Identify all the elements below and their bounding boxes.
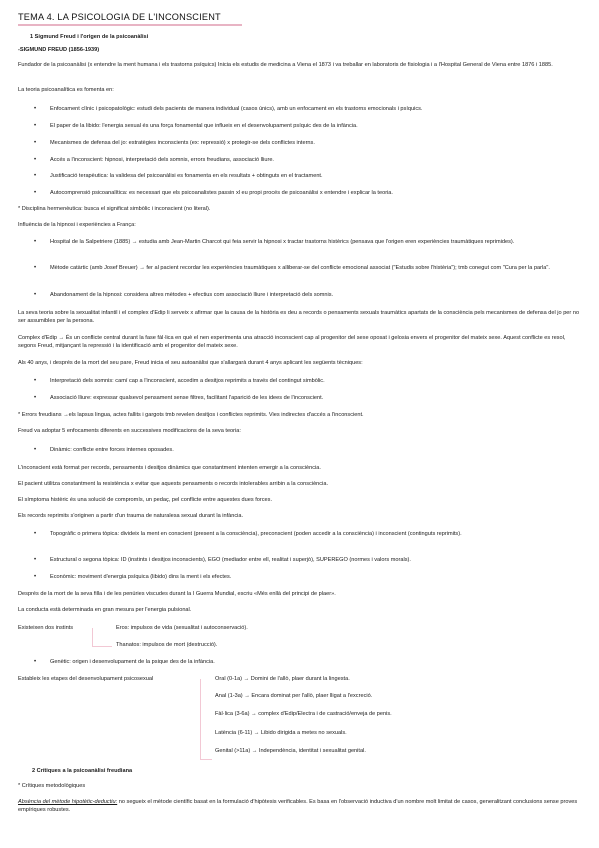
list-item: • Justificació terapèutica: la validesa del psicoanàlisi es fonamenta en els resultats + obtinguts en el tractament. bbox=[34, 173, 584, 181]
critique-text: no segueix el mètode científic basat en la formulació d'hipòtesis verificables. Es basa en l'observació inductiva d'un nombre molt limitat de casos, generalitzant conclusions sense proves empíriques robustes. bbox=[18, 799, 578, 813]
paragraph-resistance: El pacient utilitza constantment la resistència x evitar que aquests pensaments o records intolerables arribin a la consciència. bbox=[18, 481, 328, 487]
list-item-structural: • Estructural o segona tòpica: ID (instints i desitjos inconscients), EGO (mediador entre ell, realitat i superjò), SUPEREGO (normes i valors morals). bbox=[34, 557, 584, 565]
paragraph-oedipus: Complex d'Edip → És un conflicte central durant la fase fàl·lica en què el nen experimenta una atracció inconscient cap al progenitor del sexe oposat i gelosia envers el progenitor del mateix sexe. Aquest conflicte es resol, segons Freud, mitjançant la repressió i la identificació amb el progenitor del mateix sexe. bbox=[18, 335, 566, 349]
paragraph-intro: Fundador de la psicoanàlisi (x entendre la ment humana i els trastorns psíquics) Inicia els estudis de medicina a Viena el 1873 i va treballar en laboratoris de fisiologia i a l'Hospital General de Viena entre 1876 i 1885. bbox=[18, 62, 553, 68]
stage-anal: Anal (1-3a) → Encara dominat per l'allò, plaer lligat a l'excreció. bbox=[215, 693, 373, 699]
page-title: TEMA 4. LA PSICOLOGIA DE L'INCONSCIENT bbox=[18, 12, 221, 22]
list-item: • Mecanismes de defensa del jo: estratègies inconscients (ex: repressió) x protegir-se dels conflictes interns. bbox=[34, 140, 584, 148]
instinct-thanatos: Thanatos: impulsos de mort (destrucció). bbox=[116, 642, 218, 648]
stage-latency: Latència (6-11) → Libido dirigida a metes no sexuals. bbox=[215, 730, 347, 736]
subheading-freud: -SIGMUND FREUD (1856-1939) bbox=[18, 47, 100, 53]
stage-oral: Oral (0-1a) → Domini de l'allò, plaer durant la lingesta. bbox=[215, 676, 350, 682]
list-item-genetic: • Genètic: origen i desenvolupament de la psique des de la infància. bbox=[34, 659, 584, 667]
paragraph-unconscious: L'inconscient està format per records, pensaments i desitjos dinàmics que constantment intenten emergir a la consciència. bbox=[18, 465, 321, 471]
list-item: • Associació lliure: expressar qualsevol pensament sense filtres, facilitant l'aparició de les idees de l'inconscient. bbox=[34, 395, 584, 403]
list-item: • Accés a l'inconscient: hipnosi, interpretació dels somnis, errors freudians, associació lliure. bbox=[34, 157, 584, 165]
critique-term: Absència del mètode hipotètic-deductiu: bbox=[18, 799, 118, 805]
paragraph-symptom: El símptoma histèric és una solució de compromís, un pedaç, pel conflicte entre aquestes dues forces. bbox=[18, 497, 273, 503]
paragraph-trauma: Els records reprimits s'originen a partir d'un trauma de naturalesa sexual durant la infància. bbox=[18, 513, 244, 519]
list-item: • Enfocament clínic i psicopatològic: estudi dels pacients de manera individual (casos únics), amb un enfocament en els trastorns emocionals i psíquics. bbox=[34, 106, 584, 114]
paragraph-critiques: * Crítiques metodològiques bbox=[18, 783, 86, 789]
paragraph-pulsion: La conducta està determinada en gran mesura per l'energia pulsional. bbox=[18, 607, 192, 613]
list-item: • Abandonament de la hipnosi: considera altres mètodes + efectius com associació lliure i interpretació dels somnis. bbox=[34, 292, 584, 300]
stages-brace bbox=[200, 679, 201, 759]
title-underline bbox=[18, 12, 242, 26]
stages-label: Estableix les etapes del desenvolupament psicosexual bbox=[18, 676, 154, 682]
list-item: • Interpretació dels somnis: camí cap a l'inconscient, accedim a desitjos reprimits a través del contingut simbòlic. bbox=[34, 378, 584, 386]
instincts-brace bbox=[92, 628, 93, 646]
list-item: • Autocomprensió psicoanalítica: es necessari que els psicoanalistes passin xl eu propi procés de psicoanàlisi x entendre i explicar la teoria. bbox=[34, 190, 584, 198]
list-item-economic: • Econòmic: moviment d'energia psíquica (libido) dins la ment i els efectes. bbox=[34, 574, 584, 582]
list-item-topographic: • Topogràfic o primera tòpica: divideix la ment en conscient (present a la consciència), preconscient (poden accedir a la consciència) i inconscient (continguts reprimits). bbox=[34, 531, 584, 539]
paragraph-influence: Influència de la hipnosi i experiències a França: bbox=[18, 222, 136, 228]
list-item-dynamic: • Dinàmic: conflicte entre forces internes oposades. bbox=[34, 447, 584, 455]
stage-genital: Genital (>11a) → Independència, identitat i sexualitat genital. bbox=[215, 748, 366, 754]
section-heading-1: 1 Sigmund Freud i l'origen de la psicoanàlisi bbox=[30, 34, 149, 40]
stage-phallic: Fàl·lica (3-6a) → complex d'Edip/Electra i de castració/enveja de penis. bbox=[215, 711, 392, 717]
instincts-brace-foot bbox=[92, 646, 112, 647]
list-item: • El paper de la libido: l'energia sexual és una força fonamental que influeix en el desenvolupament psíquic des de la infància. bbox=[34, 123, 584, 131]
paragraph-models: Freud va adoptar 5 enfocaments diferents en successives modificacions de la seva teoria: bbox=[18, 428, 241, 434]
list-item: • Hospital de la Salpetriere (1885) → estudia amb Jean-Martin Charcot qui feia servir la hipnosi x tractar trastorns histèrics (pensava que l'origen eren experiències traumàtiques reprimides). bbox=[34, 239, 584, 247]
paragraph-methodology bbox=[18, 799, 584, 814]
section-heading-2: 2 Crítiques a la psicoanàlisi freudiana bbox=[32, 768, 133, 774]
paragraph-errors: * Errors freudians →els lapsus lingua, actes fallits i gargots tmb revelen desitjos i conflictes reprimits. Vies indirectes d'accés a l'inconscient. bbox=[18, 412, 364, 418]
instinct-eros: Eros: impulsos de vida (sexualitat i autoconservació). bbox=[116, 625, 248, 631]
paragraph-seduction: La seva teoria sobre la sexualitat infantil i el complex d'Edip li serveix x afirmar que la causa de la història es deu a records o pensaments sexuals traumàtics apartats de la consciència pels mecanismes de defensa del jo per no ser assumibles per la persona. bbox=[18, 310, 580, 324]
paragraph-hermeneutics: * Disciplina hermenèutica: busca el significat simbòlic i inconscient (no literal). bbox=[18, 206, 211, 212]
instincts-label: Existeixen dos instints bbox=[18, 625, 74, 631]
paragraph-basis: La teoria psicoanalítica es fomenta en: bbox=[18, 87, 114, 93]
stages-brace-foot bbox=[200, 759, 212, 760]
paragraph-self-analysis: Als 40 anys, i després de la mort del seu pare, Freud inicia el seu autoanàlisi que s'allargarà durant 4 anys aplicant les següents tècniques: bbox=[18, 360, 363, 366]
list-item: • Mètode catàrtic (amb Josef Breuer) → fer al pacient recordar les experiències traumàtiques x alliberar-se del conflicte emocional associat ("Estudis sobre l'histèria"); tmb conegut com "Cura per la parla". bbox=[34, 265, 584, 273]
paragraph-war: Després de la mort de la seva filla i de les penúries viscudes durant la I Guerra Mundial, escriu «Més enllà del principi de plaer». bbox=[18, 591, 336, 597]
